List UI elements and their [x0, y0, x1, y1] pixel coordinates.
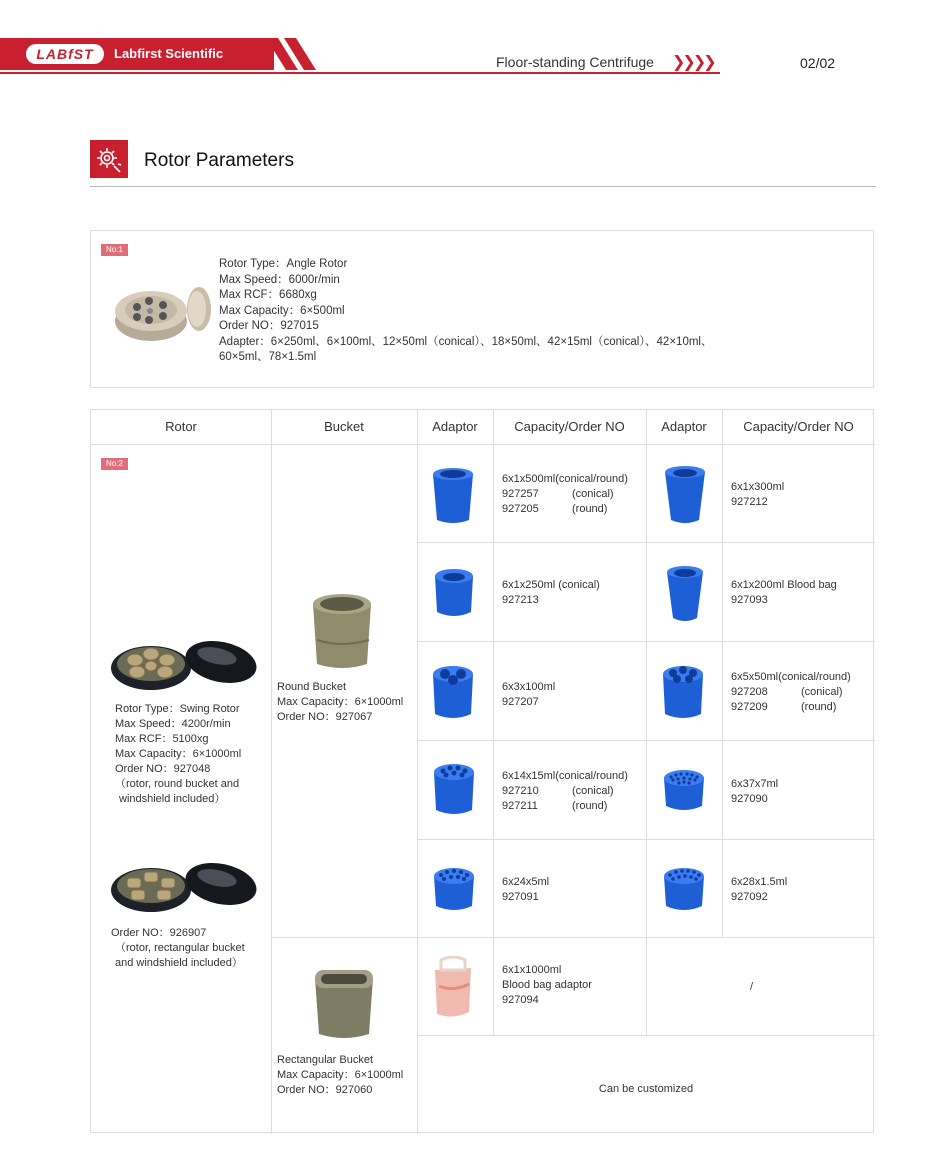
- capacity-row3-right: [731, 670, 851, 715]
- capacity-row4-left: [502, 769, 628, 814]
- order-variant: (round): [572, 503, 608, 515]
- order-number: 927094: [502, 994, 539, 1006]
- adaptor-1x250-image: [431, 566, 477, 620]
- angle-rotor-image: [113, 277, 213, 343]
- adaptor-28x1.5-image: [661, 866, 707, 914]
- header-capacity: Capacity/Order NO: [514, 419, 625, 434]
- spec-line: Max Speed：6000r/min: [219, 273, 340, 286]
- grid-line: [417, 542, 875, 543]
- rotor1-panel: [90, 230, 874, 388]
- capacity-line: 6x24x5ml: [502, 876, 550, 888]
- capacity-row6-left: [502, 963, 592, 1008]
- capacity-row2-left: [502, 578, 600, 608]
- order-number: 927213: [502, 594, 539, 606]
- adaptor-1x300-image: [661, 464, 709, 526]
- order-number: 927093: [731, 594, 768, 606]
- spec-line: （rotor, rectangular bucket: [115, 942, 245, 954]
- spec-line: Order NO：927067: [277, 711, 373, 723]
- spec-line: Order NO：927060: [277, 1084, 373, 1096]
- spec-line: Round Bucket: [277, 681, 347, 693]
- header-adaptor: Adaptor: [432, 419, 478, 434]
- swing-rotor-rect-image: [109, 856, 259, 918]
- rotor2-rect-specs: [111, 926, 245, 971]
- brand-name: Labfirst Scientific: [114, 46, 224, 61]
- spec-line: Max Capacity：6×1000ml: [115, 748, 242, 760]
- grid-line: [417, 839, 875, 840]
- adaptor-blood-bag-image: [663, 564, 707, 624]
- spec-line: Max Capacity：6×500ml: [219, 304, 345, 317]
- capacity-row3-left: [502, 680, 555, 710]
- capacity-row4-right: [731, 777, 778, 807]
- capacity-line: 6x3x100ml: [502, 681, 556, 693]
- adaptor-24x5-image: [431, 866, 477, 914]
- capacity-line: 6x1x300ml: [731, 481, 785, 493]
- order-number: 927212: [731, 496, 768, 508]
- section-rule: [90, 186, 876, 187]
- order-number: 927211: [502, 800, 538, 812]
- spec-line: Rotor Type：Swing Rotor: [115, 703, 240, 715]
- rotor2-specs: [115, 702, 241, 807]
- header-adaptor-2: Adaptor: [661, 419, 707, 434]
- grid-line: [271, 410, 272, 1134]
- spec-line: Order NO：927048: [115, 763, 211, 775]
- round-bucket-image: [307, 590, 377, 672]
- adaptor-5x50-image: [659, 664, 707, 722]
- capacity-line: 6x1x200ml Blood bag: [731, 579, 837, 591]
- spec-line: Max RCF：5100xg: [115, 733, 209, 745]
- spec-line: and windshield included）: [115, 957, 243, 969]
- document-title: Floor-standing Centrifuge: [496, 54, 654, 70]
- adaptor-37x7-image: [661, 768, 707, 814]
- capacity-line: 6x1x250ml (conical): [502, 579, 600, 591]
- capacity-line: 6x37x7ml: [731, 778, 779, 790]
- grid-line: [722, 410, 723, 938]
- capacity-row2-right: [731, 578, 837, 608]
- grid-line: [417, 740, 875, 741]
- grid-line: [493, 410, 494, 1036]
- spec-line: Max Capacity：6×1000ml: [277, 696, 404, 708]
- order-variant: (conical): [801, 686, 843, 698]
- chevrons-icon: ❯❯❯❯: [672, 54, 714, 71]
- rotor2-tag: No:2: [101, 458, 128, 470]
- grid-line: [271, 937, 875, 938]
- capacity-line: Blood bag adaptor: [502, 979, 592, 991]
- spec-line: Max Capacity：6×1000ml: [277, 1069, 404, 1081]
- rotor1-tag: No:1: [101, 244, 128, 256]
- order-number: 927091: [502, 891, 539, 903]
- spec-line: （rotor, round bucket and: [115, 778, 240, 790]
- rectangular-bucket-image: [311, 966, 377, 1042]
- capacity-line: 6x1x500ml(conical/round): [502, 473, 628, 485]
- grid-line: [91, 444, 875, 445]
- grid-line: [417, 641, 875, 642]
- spec-line: Adapter：6×250ml、6×100ml、12×50ml（conical）、18×50ml、42×15ml（conical）、42×10ml、: [219, 335, 713, 348]
- spec-line: Order NO：927015: [219, 320, 319, 332]
- adaptor-3x100-image: [429, 664, 477, 722]
- capacity-line: 6x1x1000ml: [502, 964, 562, 976]
- capacity-row6-right: /: [750, 981, 754, 993]
- capacity-row5-left: [502, 875, 549, 905]
- blood-bag-adaptor-image: [427, 956, 477, 1020]
- order-number: 927090: [731, 793, 768, 805]
- page-number: 02/02: [800, 55, 836, 71]
- adaptor-1x500-image: [429, 466, 477, 526]
- header-rule: [0, 72, 720, 74]
- grid-line: [646, 410, 647, 1036]
- capacity-line: 6x28x1.5ml: [731, 876, 788, 888]
- round-bucket-specs: [277, 680, 403, 725]
- spec-line: Rectangular Bucket: [277, 1054, 373, 1066]
- capacity-row5-right: [731, 875, 787, 905]
- spec-line: Order NO：926907: [111, 927, 207, 939]
- order-variant: (conical): [572, 488, 614, 500]
- capacity-row1-left: [502, 472, 628, 517]
- capacity-row1-right: [731, 480, 784, 510]
- order-variant: (conical): [572, 785, 614, 797]
- order-number: 927209: [731, 701, 768, 713]
- spec-line: Max Speed：4200r/min: [115, 718, 231, 730]
- rotor2-table: [90, 409, 874, 1133]
- adaptor-14x15-image: [431, 762, 477, 818]
- rect-bucket-specs: [277, 1053, 403, 1098]
- order-number: 927210: [502, 785, 539, 797]
- grid-line: [417, 410, 418, 1134]
- spec-line: 60×5ml、78×1.5ml: [219, 351, 317, 363]
- order-number: 927092: [731, 891, 768, 903]
- gear-icon: [90, 140, 128, 178]
- brand-logo: LABfST: [26, 44, 104, 64]
- capacity-line: 6x14x15ml(conical/round): [502, 770, 628, 782]
- customization-note: Can be customized: [598, 1083, 694, 1095]
- header-bucket: Bucket: [324, 419, 364, 434]
- order-number: 927205: [502, 503, 539, 515]
- section-title: Rotor Parameters: [144, 150, 294, 171]
- order-variant: (round): [572, 800, 608, 812]
- grid-line: [417, 1035, 875, 1036]
- header-capacity-2: Capacity/Order NO: [743, 419, 854, 434]
- swing-rotor-image: [109, 632, 259, 698]
- spec-line: Max RCF：6680xg: [219, 289, 317, 301]
- order-number: 927207: [502, 696, 539, 708]
- spec-line: windshield included）: [119, 793, 226, 805]
- capacity-line: 6x5x50ml(conical/round): [731, 671, 851, 683]
- rotor1-specs: [219, 257, 712, 366]
- header-rotor: Rotor: [165, 419, 197, 434]
- spec-line: Rotor Type：Angle Rotor: [219, 258, 348, 270]
- order-number: 927208: [731, 686, 768, 698]
- order-variant: (round): [801, 701, 837, 713]
- order-number: 927257: [502, 488, 539, 500]
